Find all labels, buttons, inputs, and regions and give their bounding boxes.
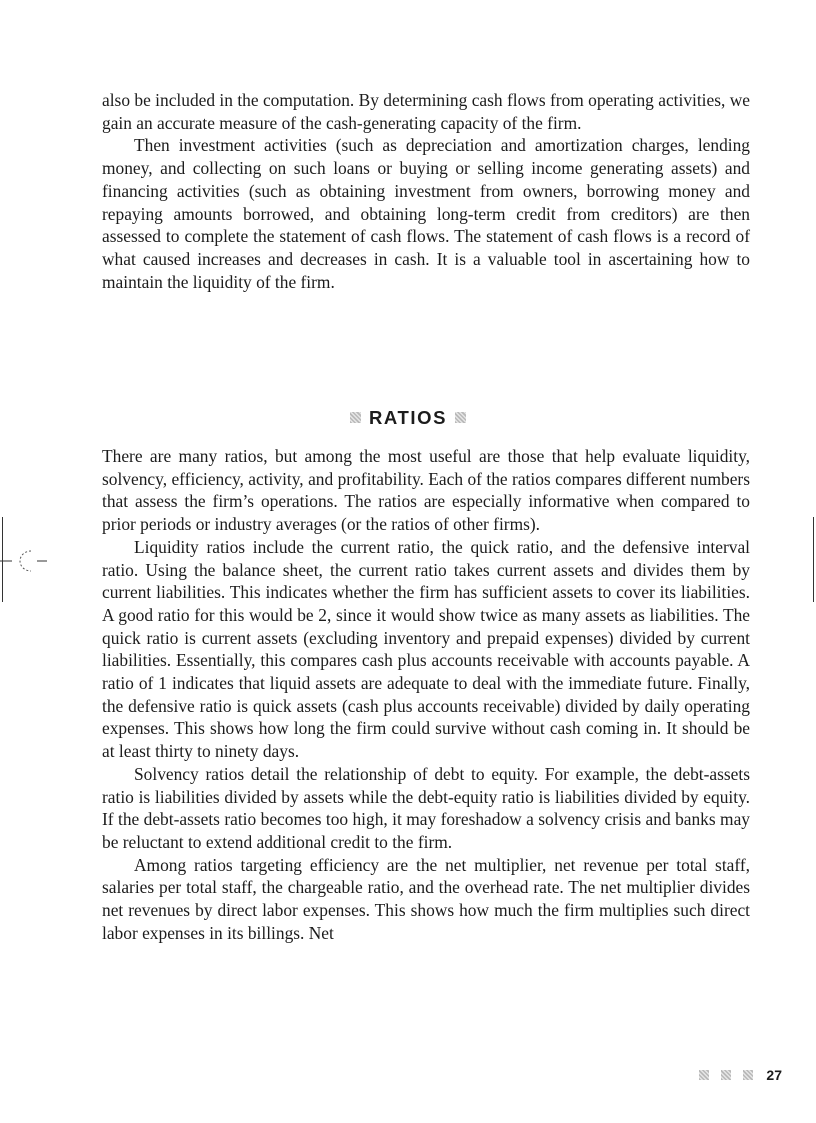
registration-mark-icon <box>20 551 31 571</box>
paragraph: Then investment activities (such as depreciation and amortization charges, lending money, and collecting on such loans or buying or selling income generating assets) and financing activities (such as obtaining investment from owners, borrowing money and repaying amounts borrowed, and obtaining long-term credit from creditors) are then assessed to complete the statement of cash flows. The statement of cash flows is a record of what caused increases and decreases in cash. It is a valuable tool in ascertaining how to maintain the liquidity of the firm. <box>102 135 750 292</box>
body-text-top <box>102 89 750 293</box>
body-text-ratios <box>102 445 750 944</box>
heading-text: RATIOS <box>368 407 448 428</box>
heading-bullet-icon <box>455 412 466 423</box>
section-heading <box>0 407 816 429</box>
paragraph: There are many ratios, but among the most useful are those that help evaluate liquidity, solvency, efficiency, activity, and profitability. Each of the ratios compares different numbers that assess the firm’s operations. The ratios are especially informative when compared to prior periods or industry averages (or the ratios of other firms). <box>102 446 750 535</box>
paragraph: Liquidity ratios include the current ratio, the quick ratio, and the defensive interval ratio. Using the balance sheet, the current ratio takes current assets and divides them by current liabilities. This indicates whether the firm has sufficient assets to cover its liabilities. A good ratio for this would be 2, since it would show twice as many assets as liabilities. The quick ratio is current assets (excluding inventory and prepaid expenses) divided by current liabilities. Essentially, this compares cash plus accounts receivable with accounts payable. A ratio of 1 indicates that liquid assets are adequate to deal with the immediate future. Finally, the defensive ratio is quick assets (cash plus accounts receivable) divided by daily operating expenses. This shows how long the firm could survive without cash coming in. It should be at least thirty to ninety days. <box>102 536 750 762</box>
footer-square-icon <box>743 1070 753 1080</box>
paragraph: Solvency ratios detail the relationship of debt to equity. For example, the debt-assets ratio is liabilities divided by assets while the debt-equity ratio is liabilities divided by equity. If the debt-assets ratio becomes too high, it may foreshadow a solvency crisis and banks may be reluctant to extend additional credit to the firm. <box>102 763 750 852</box>
paragraph: Among ratios targeting efficiency are the net multiplier, net revenue per total staff, salaries per total staff, the chargeable ratio, and the overhead rate. The net multiplier divides net revenues by direct labor expenses. This shows how much the firm multiplies such direct labor expenses in its billings. Net <box>102 854 750 943</box>
paragraph: also be included in the computation. By determining cash flows from operating activities, we gain an accurate measure of the cash-generating capacity of the firm. <box>102 90 750 133</box>
footer-square-icon <box>699 1070 709 1080</box>
heading-bullet-icon <box>350 412 361 423</box>
page-number: 27 <box>766 1067 782 1083</box>
footer-square-icon <box>721 1070 731 1080</box>
page-footer <box>699 1067 782 1083</box>
